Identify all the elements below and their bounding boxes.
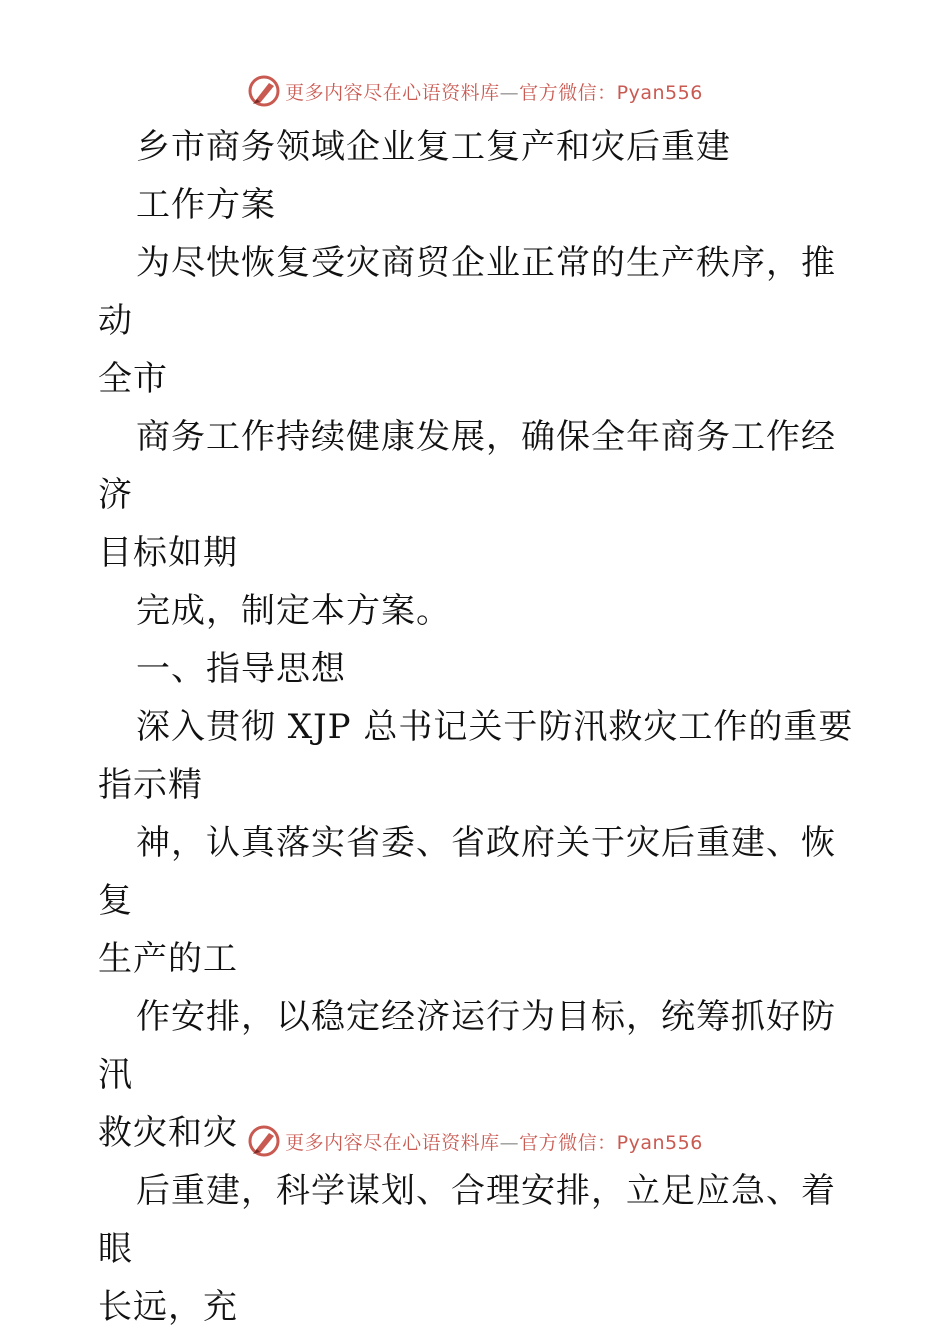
paragraph-3 bbox=[98, 582, 858, 640]
section-heading-text: 一、指导思想 bbox=[136, 649, 346, 689]
paragraph-line: 神，认真落实省委、省政府关于灾后重建、恢复 bbox=[98, 823, 836, 921]
paragraph-line: 后重建，科学谋划、合理安排，立足应急、着眼 bbox=[98, 1171, 836, 1269]
banner-text bbox=[285, 78, 703, 105]
paragraph-wrap-line: 生产的工 bbox=[98, 939, 238, 979]
paragraph-7 bbox=[98, 1162, 858, 1336]
banner-dash: — bbox=[499, 81, 520, 104]
paragraph-line: 商务工作持续健康发展，确保全年商务工作经济 bbox=[98, 417, 836, 515]
document-title-line-2: 工作方案 bbox=[136, 185, 276, 225]
paragraph-2 bbox=[98, 408, 858, 582]
paragraph-line: 深入贯彻 XJP 总书记关于防汛救灾工作的重要 bbox=[136, 707, 854, 747]
paragraph-line: 完成，制定本方案。 bbox=[136, 591, 451, 631]
footer-watermark-banner bbox=[0, 1121, 950, 1161]
pen-nib-logo-icon bbox=[247, 1124, 281, 1158]
paragraph-line: 为尽快恢复受灾商贸企业正常的生产秩序，推动 bbox=[98, 243, 836, 341]
paragraph-line: 作安排，以稳定经济运行为目标，统筹抓好防汛 bbox=[98, 997, 836, 1095]
paragraph-wrap-line: 长远，充 bbox=[98, 1287, 238, 1327]
paragraph-5 bbox=[98, 814, 858, 988]
banner-dash: — bbox=[499, 1131, 520, 1154]
section-heading-1 bbox=[98, 640, 858, 698]
header-watermark-banner bbox=[0, 71, 950, 111]
pen-nib-logo-icon bbox=[247, 74, 281, 108]
banner-wechat-text: 官方微信：Pyan556 bbox=[519, 1131, 703, 1154]
paragraph-wrap-line: 救灾和灾 bbox=[98, 1113, 238, 1153]
paragraph-4 bbox=[98, 698, 858, 814]
banner-wechat-text: 官方微信：Pyan556 bbox=[519, 81, 703, 104]
paragraph-wrap-line: 目标如期 bbox=[98, 533, 238, 573]
paragraph-wrap-line: 指示精 bbox=[98, 765, 203, 805]
document-title-line-1: 乡市商务领域企业复工复产和灾后重建 bbox=[136, 127, 731, 167]
paragraph-1 bbox=[98, 234, 858, 408]
banner-main-text: 更多内容尽在心语资料库 bbox=[285, 81, 500, 104]
banner-main-text: 更多内容尽在心语资料库 bbox=[285, 1131, 500, 1154]
paragraph-wrap-line: 全市 bbox=[98, 359, 168, 399]
banner-text bbox=[285, 1128, 703, 1155]
